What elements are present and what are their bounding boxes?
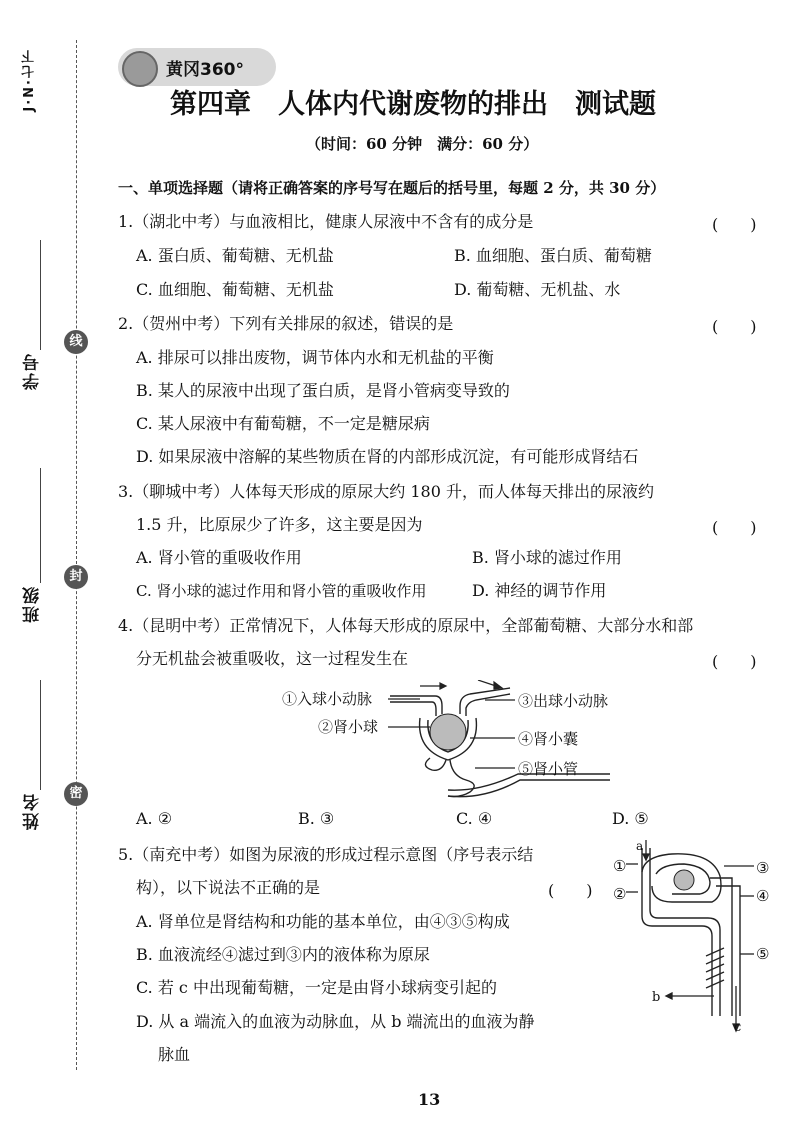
seal-mi: 密 — [64, 782, 88, 806]
q3-answer-paren: ( ) — [712, 518, 757, 537]
q3-option-c: C. 肾小球的滤过作用和肾小管的重吸收作用 — [136, 582, 427, 600]
page-title: 第四章 人体内代谢废物的排出 测试题 — [170, 89, 656, 120]
q1-option-c: C. 血细胞、葡萄糖、无机盐 — [136, 280, 334, 299]
q2-option-d: D. 如果尿液中溶解的某些物质在肾的内部形成沉淀，有可能形成肾结石 — [136, 447, 639, 466]
q3-option-d: D. 神经的调节作用 — [472, 581, 607, 600]
q4-option-b: B. ③ — [298, 809, 335, 828]
q4-label-4: ④肾小囊 — [518, 730, 579, 748]
q1-answer-paren: ( ) — [712, 215, 757, 234]
q3-option-b: B. 肾小球的滤过作用 — [472, 548, 622, 567]
q2-answer-paren: ( ) — [712, 317, 757, 336]
q5-option-b: B. 血液流经④滤过到③内的液体称为原尿 — [136, 945, 430, 964]
name-line — [40, 680, 41, 790]
q2-stem: 2.（贺州中考）下列有关排尿的叙述，错误的是 — [118, 314, 454, 333]
q4-label-1: ①入球小动脉 — [282, 690, 373, 708]
q3-stem-line1: 3.（聊城中考）人体每天形成的原尿大约 180 升，而人体每天排出的尿液约 — [118, 482, 654, 501]
q1-option-d: D. 葡萄糖、无机盐、水 — [454, 280, 621, 299]
q4-label-2: ②肾小球 — [318, 718, 379, 736]
q3-stem-line2: 1.5 升，比原尿少了许多，这主要是因为 — [136, 515, 423, 534]
q4-option-d: D. ⑤ — [612, 809, 649, 828]
q4-option-a: A. ② — [136, 809, 173, 828]
student-no-label: 学号 — [23, 352, 43, 390]
q4-label-3: ③出球小动脉 — [518, 692, 609, 710]
q5-label-a: a — [636, 839, 644, 853]
q4-option-c: C. ④ — [456, 809, 493, 828]
q4-stem-line1: 4.（昆明中考）正常情况下，人体每天形成的原尿中，全部葡萄糖、大部分水和部 — [118, 616, 694, 635]
q1-stem: 1.（湖北中考）与血液相比，健康人尿液中不含有的成分是 — [118, 212, 534, 231]
q5-option-a: A. 肾单位是肾结构和功能的基本单位，由④③⑤构成 — [136, 912, 510, 931]
seal-feng: 封 — [64, 565, 88, 589]
class-line — [40, 468, 41, 583]
cut-line — [76, 40, 77, 1070]
student-no-line — [40, 240, 41, 350]
q5-label-4: ④ — [756, 887, 770, 905]
q5-label-c: c — [734, 1020, 742, 1035]
q2-option-b: B. 某人的尿液中出现了蛋白质，是肾小管病变导致的 — [136, 381, 510, 400]
q4-stem-line2: 分无机盐会被重吸收，这一过程发生在 — [136, 649, 409, 668]
q5-label-b: b — [652, 990, 661, 1005]
exam-info: （时间：60 分钟 满分：60 分） — [306, 135, 539, 153]
q4-answer-paren: ( ) — [712, 652, 757, 671]
edition-code: J·N·七下 — [22, 48, 37, 112]
q5-option-c: C. 若 c 中出现葡萄糖，一定是由肾小球病变引起的 — [136, 978, 497, 997]
q2-option-a: A. 排尿可以排出废物，调节体内水和无机盐的平衡 — [136, 348, 494, 367]
page-number: 13 — [418, 1090, 441, 1109]
class-label: 班级 — [23, 585, 43, 623]
seal-xian: 线 — [64, 330, 88, 354]
q5-answer-paren: ( ) — [548, 881, 593, 900]
q5-stem-line2: 构），以下说法不正确的是 — [136, 878, 321, 897]
q5-option-d-line1: D. 从 a 端流入的血液为动脉血，从 b 端流出的血液为静 — [136, 1012, 535, 1031]
q5-label-2: ② — [613, 885, 627, 903]
q4-label-5: ⑤肾小管 — [518, 760, 579, 778]
brand-logo — [118, 48, 276, 86]
q1-option-a: A. 蛋白质、葡萄糖、无机盐 — [136, 246, 334, 265]
brand-text: 黄冈360° — [166, 60, 244, 80]
q2-option-c: C. 某人尿液中有葡萄糖，不一定是糖尿病 — [136, 414, 430, 433]
glomerulus-icon-q5 — [674, 870, 694, 890]
mascot-icon — [122, 51, 158, 87]
q5-stem-line1: 5.（南充中考）如图为尿液的形成过程示意图（序号表示结 — [118, 845, 534, 864]
q5-label-1: ① — [613, 857, 627, 875]
binding-margin — [0, 0, 100, 1124]
q5-label-3: ③ — [756, 859, 770, 877]
section-heading: 一、单项选择题（请将正确答案的序号写在题后的括号里，每题 2 分，共 30 分） — [118, 179, 666, 197]
q1-option-b: B. 血细胞、蛋白质、葡萄糖 — [454, 246, 652, 265]
glomerulus-icon — [430, 714, 466, 750]
q5-option-d-line2: 脉血 — [158, 1045, 191, 1064]
q5-label-5: ⑤ — [756, 945, 770, 963]
q3-option-a: A. 肾小管的重吸收作用 — [136, 548, 302, 567]
name-label: 姓名 — [23, 792, 43, 830]
